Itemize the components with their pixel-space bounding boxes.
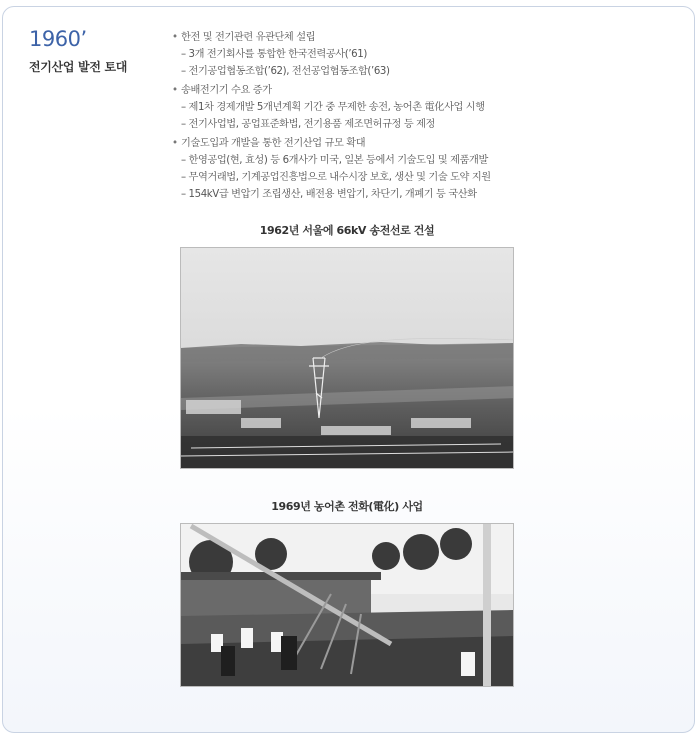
- history-group: [172, 135, 612, 203]
- group-item: – 154kV급 변압기 조립생산, 배전용 변압기, 차단기, 개폐기 등 국산화: [181, 189, 477, 200]
- photo-1962-transmission-line: [180, 247, 514, 469]
- group-item: – 한영공업(현, 효성) 등 6개사가 미국, 일본 등에서 기술도입 및 제품개발: [181, 155, 488, 166]
- history-group: [172, 29, 612, 80]
- group-item: – 전기공업협동조합(’62), 전선공업협동조합(’63): [181, 66, 390, 77]
- history-list: [172, 29, 612, 205]
- group-item: – 제1차 경제개발 5개년계획 기간 중 무제한 송전, 농어촌 電化사업 시행: [181, 102, 485, 113]
- group-title: • 한전 및 전기관련 유관단체 설립: [172, 29, 612, 46]
- group-title: • 기술도입과 개발을 통한 전기산업 규모 확대: [172, 135, 612, 152]
- group-item: – 3개 전기회사를 통합한 한국전력공사(’61): [181, 49, 367, 60]
- group-title: • 송배전기기 수요 증가: [172, 82, 612, 99]
- photo-caption-1969: 1969년 농어촌 전화(電化) 사업: [271, 500, 423, 513]
- photo-1969-rural-electrification: [180, 523, 514, 687]
- history-group: [172, 82, 612, 133]
- group-item: – 무역거래법, 기계공업진흥법으로 내수시장 보호, 생산 및 기술 도약 지원: [181, 172, 491, 183]
- group-item: – 전기사업법, 공업표준화법, 전기용품 제조면허규정 등 제정: [181, 119, 435, 130]
- photo-caption-1962: 1962년 서울에 66kV 송전선로 건설: [259, 224, 435, 237]
- era-year: 1960’: [29, 27, 87, 51]
- era-subtitle: 전기산업 발전 토대: [29, 60, 128, 74]
